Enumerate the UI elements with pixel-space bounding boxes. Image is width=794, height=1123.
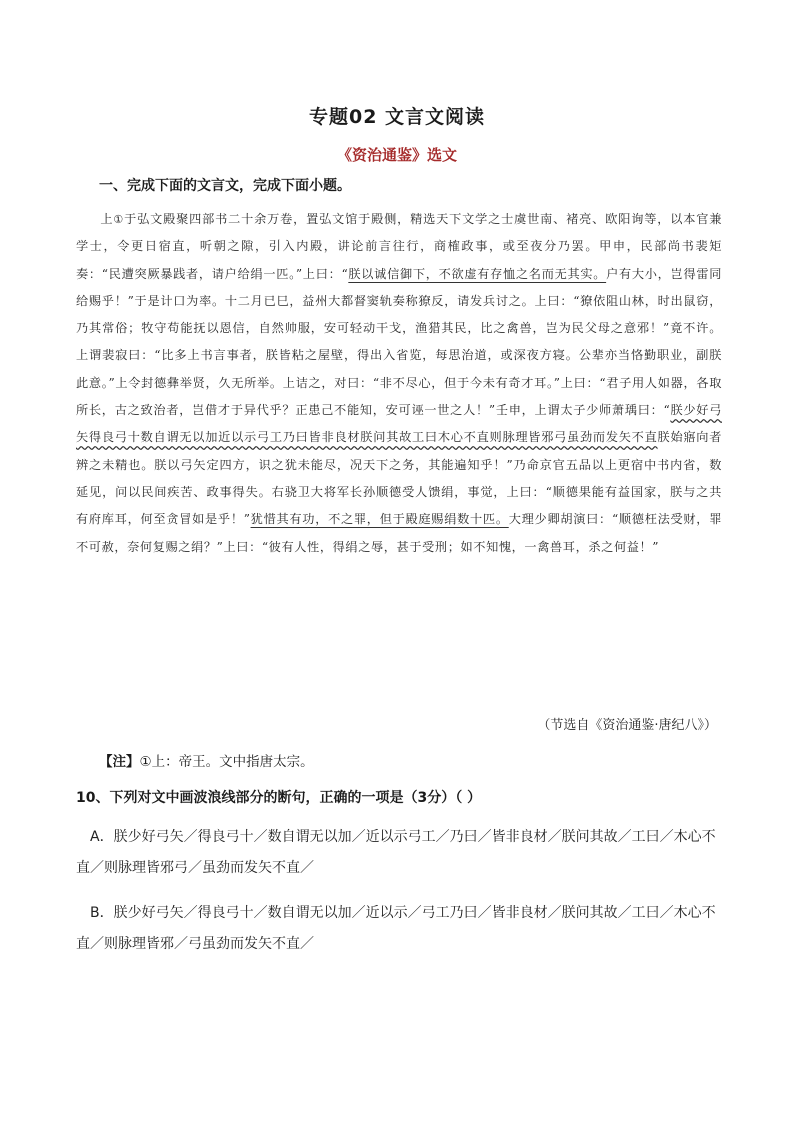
passage-text: 上 — [100, 212, 114, 226]
note-label: 【注】 — [99, 754, 140, 770]
question-10-option-b[interactable]: B．朕少好弓矢／得良弓十／数自谓无以加／近以示／弓工乃曰／皆非良材／朕问其故／工曰／木心不直／则脉理皆邪／弓虽劲而发矢不直／ — [76, 905, 716, 952]
classical-passage — [76, 206, 722, 561]
note-text: ①上：帝王。文中指唐太宗。 — [139, 754, 314, 770]
wavy-underlined-sentence: 朕少好弓矢得良弓十数自谓无以加近以示弓工乃曰皆非良材朕问其故工曰木心不直则脉理皆邪弓虽劲而发矢不直 — [76, 403, 722, 445]
page-title: 专题02 文言文阅读 — [308, 106, 486, 128]
source-citation: （节选自《资治通鉴·唐纪八》） — [537, 718, 717, 733]
passage-text: 朕始寤向者辨之未精也。朕以弓矢定四方，识之犹未能尽，况天下之务，其能遍知乎！”乃命京官五品以上更宿中书内省，数延见，问以民间疾苦、政事得失。右骁卫大将军长孙顺德受人馈绢，事觉，上曰：“顺德果能有益国家，朕与之共有府库耳，何至贪冒如是乎！” — [76, 430, 723, 527]
passage-text: 于弘文殿聚四部书二十余万卷，置弘文馆于殿侧，精选天下文学之士虞世南、褚亮、欧阳询等，以本官兼学士，令更日宿直，听朝之隙，引入内殿，讲论前言往行，商榷政事，或至夜分乃罢。甲申，民部尚书裴矩奏：“民遭突厥暴践者，请户给绢一匹。”上曰：“ — [76, 212, 722, 281]
underlined-sentence: 犹惜其有功，不之罪，但于殿庭赐绢数十匹。 — [250, 512, 509, 527]
annotation-note — [99, 750, 314, 770]
question-10-stem: 10、下列对文中画波浪线部分的断句，正确的一项是（3分）（ ） — [76, 790, 482, 806]
page-subtitle: 《资治通鉴》选文 — [336, 146, 457, 164]
passage-text: 户有大小，岂得雷同给赐乎！”于是计口为率。十二月已巳，益州大都督窦轨奏称獠反，请发兵讨之。上曰：“獠依阻山林，时出鼠窃，乃其常俗；牧守苟能抚以恩信，自然帅服，安可轻动干戈，渔猎其民，比之禽兽，岂为民父母之意邪！”竟不许。上谓裴寂曰：“比多上书言事者，朕皆粘之屋壁，得出入省览，每思治道，或深夜方寝。公辈亦当恪勤职业，副朕此意。”上令封德彝举贤，久无所举。上诘之，对曰：“非不尽心，但于今未有奇才耳。”上曰：“君子用人如器，各取所长，古之致治者，岂借才于异代乎？正患己不能知，安可诬一世之人！”壬申，上谓太子少师萧瑀曰：“ — [76, 266, 722, 418]
passage-text: 大理少卿胡演曰：“顺德枉法受财，罪不可赦，奈何复赐之绢？”上曰：“彼有人性，得绢之辱，甚于受刑；如不知愧，一禽兽耳，杀之何益！” — [76, 512, 722, 554]
section-heading: 一、完成下面的文言文，完成下面小题。 — [99, 178, 351, 194]
underlined-sentence: 朕以诚信御下，不欲虚有存恤之名而无其实。 — [348, 266, 607, 281]
question-10-option-a[interactable]: A．朕少好弓矢／得良弓十／数自谓无以加／近以示弓工／乃曰／皆非良材／朕问其故／工曰／木心不直／则脉理皆邪弓／虽劲而发矢不直／ — [76, 829, 716, 876]
note-marker: ① — [113, 213, 125, 226]
